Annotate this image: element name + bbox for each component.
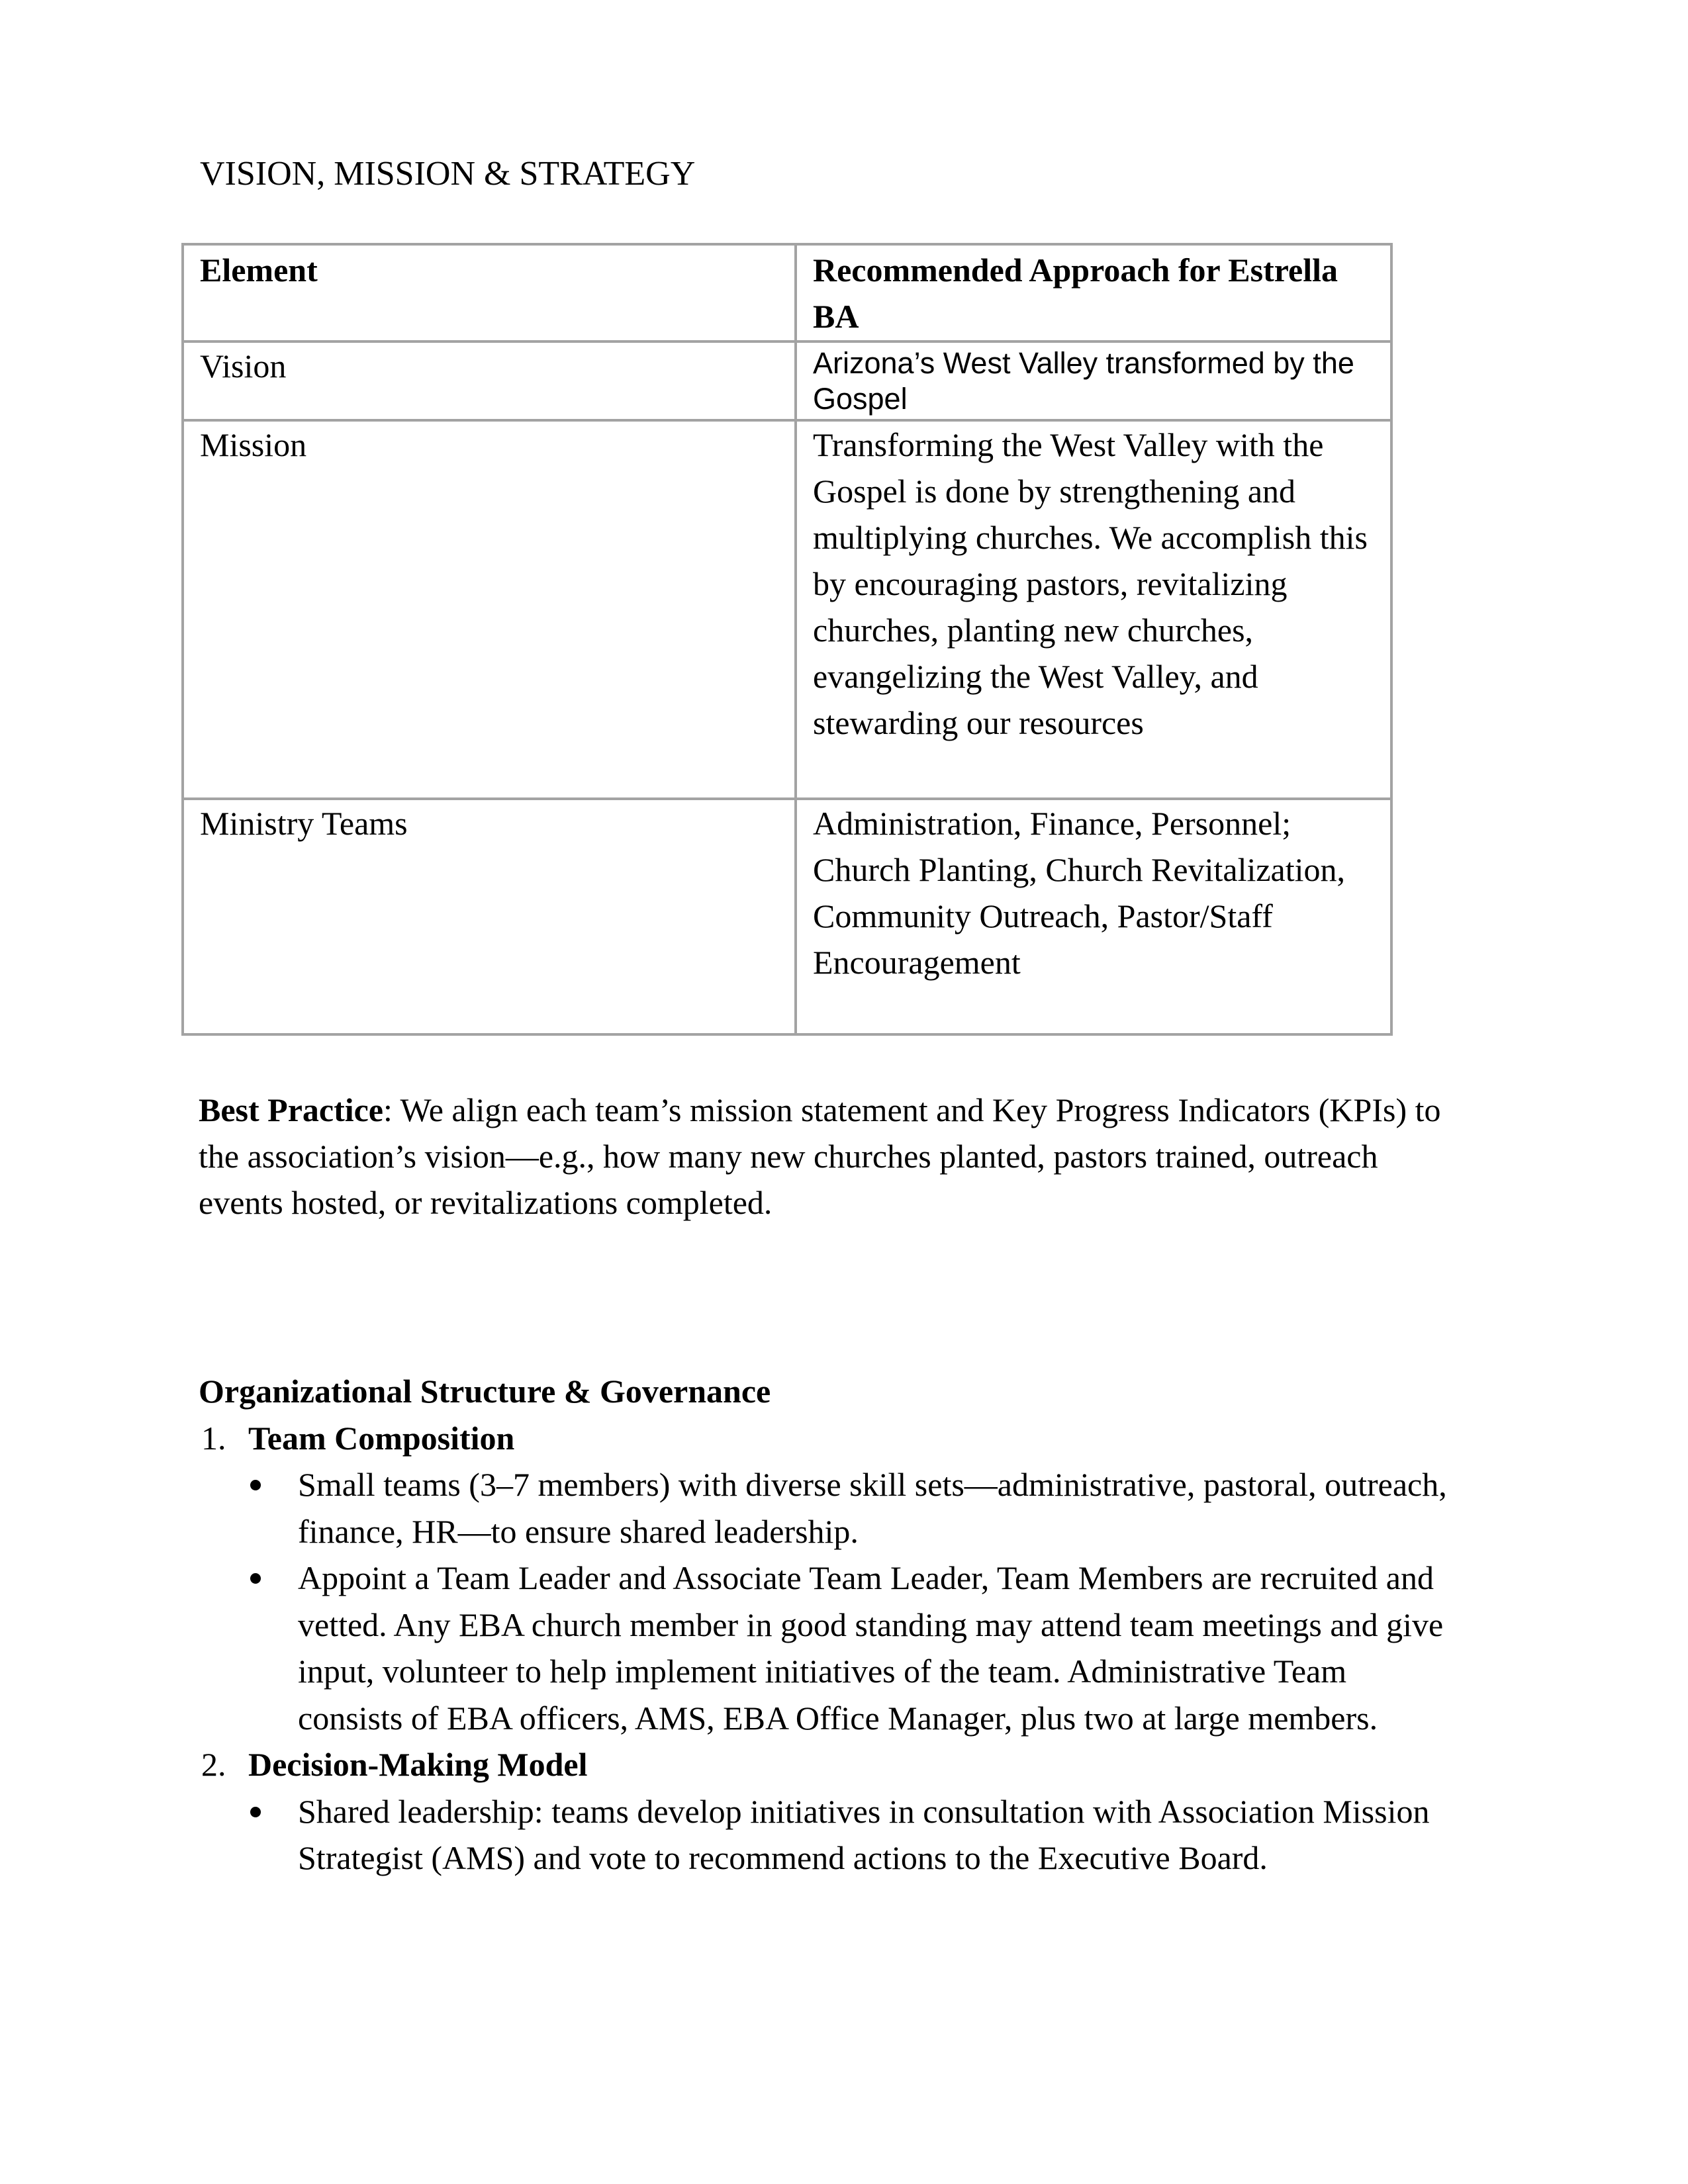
table-cell-element: Ministry Teams xyxy=(183,799,796,1034)
table-row xyxy=(183,341,1391,420)
bullet-text: Shared leadership: teams develop initiatives in consultation with Association Mission Strategist (AMS) and vote to recommend actions to the Executive Board. xyxy=(298,1792,1430,1876)
item-number: 2. xyxy=(201,1746,226,1783)
item-number: 1. xyxy=(201,1419,226,1457)
bullet-icon xyxy=(250,1807,261,1817)
item-title: Decision-Making Model xyxy=(248,1746,588,1783)
bullet-icon xyxy=(250,1573,261,1584)
table-cell-element: Mission xyxy=(183,420,796,799)
bullet-text: Appoint a Team Leader and Associate Team Leader, Team Members are recruited and vetted. Any EBA church member in good standing may attend team meetings and give input, volunteer to help implement initiatives of the team. Administrative Team consists of EBA officers, AMS, EBA Office Manager, plus two at large members. xyxy=(298,1559,1444,1737)
vision-mission-table xyxy=(181,243,1393,1036)
page-title: VISION, MISSION & STRATEGY xyxy=(200,155,696,193)
table-row xyxy=(183,799,1391,1034)
list-item xyxy=(199,1555,1456,1741)
org-structure-section xyxy=(199,1368,1456,1882)
table-header-element: Element xyxy=(183,244,796,341)
list-item xyxy=(199,1788,1456,1882)
section-heading: Organizational Structure & Governance xyxy=(199,1373,771,1410)
best-practice-text: : We align each team’s mission statement and Key Progress Indicators (KPIs) to the association’s vision—e.g., how many new churches planted, pastors trained, outreach events hosted, or revitalizations completed. xyxy=(199,1091,1441,1221)
numbered-item xyxy=(199,1415,1456,1462)
table-header-row xyxy=(183,244,1391,341)
table-cell-approach: Transforming the West Valley with the Gospel is done by strengthening and multiplying churches. We accomplish this by encouraging pastors, revitalizing churches, planting new churches, evangelizing the West Valley, and stewarding our resources xyxy=(796,420,1391,799)
bullet-icon xyxy=(250,1480,261,1490)
numbered-item xyxy=(199,1741,1456,1788)
best-practice-label: Best Practice xyxy=(199,1091,384,1128)
table-cell-approach: Administration, Finance, Personnel; Church Planting, Church Revitalization, Community Outreach, Pastor/Staff Encouragement xyxy=(796,799,1391,1034)
best-practice-paragraph xyxy=(199,1087,1443,1226)
table-row xyxy=(183,420,1391,799)
table-header-approach: Recommended Approach for Estrella BA xyxy=(796,244,1391,341)
bullet-text: Small teams (3–7 members) with diverse skill sets—administrative, pastoral, outreach, finance, HR—to ensure shared leadership. xyxy=(298,1466,1447,1550)
table-cell-approach: Arizona’s West Valley transformed by the Gospel xyxy=(796,341,1391,420)
table-cell-element: Vision xyxy=(183,341,796,420)
item-title: Team Composition xyxy=(248,1419,515,1457)
list-item xyxy=(199,1461,1456,1555)
